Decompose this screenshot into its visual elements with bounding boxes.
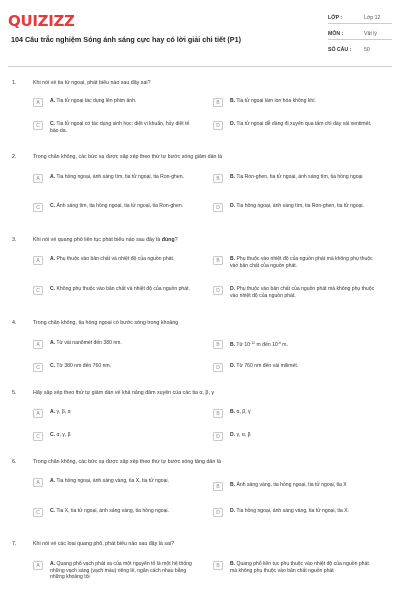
question-number: 2. bbox=[12, 154, 17, 160]
option-text: B. Quang phổ liên tục phụ thuộc vào nhiệt độ của nguồn phát mà không phụ thuộc vào bản chất nguồn phát bbox=[230, 561, 369, 574]
option-text: C. Tia tử ngoại có tác dụng sinh học: diệt vi khuẩn, hủy diệt tế bào da. bbox=[50, 121, 190, 134]
question-text: Trong chân không, các bức xạ được sắp xếp theo thứ tự bước sóng tăng dần là bbox=[33, 459, 221, 465]
option-letter: B bbox=[213, 482, 223, 491]
question-text: Khi nói về quang phổ liên tục phát biểu nào sau đây là đúng? bbox=[33, 237, 178, 243]
option-letter: D bbox=[213, 363, 223, 372]
option-text: C. Từ 380 nm đến 760 nm. bbox=[50, 363, 112, 369]
option-letter: A bbox=[33, 561, 43, 570]
option-letter: A bbox=[33, 478, 43, 487]
question-number: 1. bbox=[12, 80, 17, 86]
meta-divider bbox=[328, 23, 392, 24]
option-text: C. Ánh sáng tím, tia hồng ngoại, tia tử ngoại, tia Ron-ghen. bbox=[50, 203, 184, 209]
option-letter: D bbox=[213, 286, 223, 295]
option-text: A. γ, β, α bbox=[50, 409, 71, 415]
meta-divider bbox=[328, 39, 392, 40]
option-letter: C bbox=[33, 286, 43, 295]
document-title: 104 Câu trắc nghiệm Sóng ánh sáng cực hay có lời giải chi tiết (P1) bbox=[11, 35, 241, 44]
page-header bbox=[0, 0, 400, 66]
meta-count-label: SỐ CÂU : bbox=[328, 47, 352, 53]
question-number: 3. bbox=[12, 237, 17, 243]
question-number: 6. bbox=[12, 459, 17, 465]
option-letter: B bbox=[213, 98, 223, 107]
option-letter: A bbox=[33, 98, 43, 107]
header-divider bbox=[8, 66, 392, 67]
question-text: Trong chân không, tia hồng ngoại có bước sóng trong khoảng bbox=[33, 320, 179, 326]
meta-grade-label: LỚP : bbox=[328, 15, 343, 21]
question-number: 4. bbox=[12, 320, 17, 326]
option-text: C. Tia X, tia tử ngoại, ánh sáng vàng, tia hồng ngoại. bbox=[50, 508, 169, 514]
option-letter: C bbox=[33, 432, 43, 441]
question-number: 7. bbox=[12, 541, 17, 547]
option-letter: C bbox=[33, 508, 43, 517]
option-letter: D bbox=[213, 203, 223, 212]
option-text: A. Tia tử ngoại tác dụng lên phim ảnh. bbox=[50, 98, 137, 104]
option-letter: B bbox=[213, 256, 223, 265]
question-text: Khi nói về tia tử ngoại, phát biểu nào sau đây sai? bbox=[33, 80, 151, 86]
option-text: D. Từ 760 nm đến vài milimét. bbox=[230, 363, 299, 369]
option-letter: B bbox=[213, 340, 223, 349]
meta-subject-label: MÔN : bbox=[328, 31, 344, 37]
option-letter: C bbox=[33, 121, 43, 130]
option-letter: D bbox=[213, 508, 223, 517]
option-text: D. Tia hồng ngoại, ánh sáng vàng, tia tử ngoại, tia X. bbox=[230, 508, 349, 514]
option-letter: C bbox=[33, 363, 43, 372]
option-letter: A bbox=[33, 409, 43, 418]
question-text: Hãy sắp xếp theo thứ tự giảm dần về khả năng đâm xuyên của các tia α, β, γ bbox=[33, 390, 215, 396]
option-text: B. Phụ thuộc vào nhiệt độ của nguồn phát mà không phụ thuộc vào bản chất của nguồn phát. bbox=[230, 256, 373, 269]
option-letter: D bbox=[213, 432, 223, 441]
question-text: Trong chân không, các bức xạ được sắp xếp theo thứ tự bước sóng giảm dần là bbox=[33, 154, 223, 160]
option-letter: B bbox=[213, 561, 223, 570]
option-text: B. α, β, γ bbox=[230, 409, 251, 415]
option-text: C. α, γ, β bbox=[50, 432, 71, 438]
meta-subject-value: Vật lý bbox=[364, 31, 377, 37]
option-text: A. Tia hồng ngoại, ánh sáng vàng, tia X, tia tử ngoại. bbox=[50, 478, 169, 484]
meta-grade-value: Lớp 12 bbox=[364, 15, 381, 21]
option-text: A. Tia hồng ngoại, ánh sáng tím, tia tử ngoại, tia Ron-ghen. bbox=[50, 174, 184, 180]
option-letter: C bbox=[33, 203, 43, 212]
option-text: D. γ, α, β bbox=[230, 432, 251, 438]
option-text: B. Từ $10^{-12}$ m đến $10^{-9}$ m. bbox=[230, 341, 288, 348]
option-text: A. Phụ thuộc vào bản chất và nhiệt độ của nguồn phát. bbox=[50, 256, 175, 262]
option-letter: B bbox=[213, 174, 223, 183]
option-text: A. Quang phổ vạch phát xạ của một nguyên tố là một hệ thống những vạch sáng (vạch màu) riêng lẻ, ngăn cách nhau bằng những khoảng tối bbox=[50, 561, 192, 581]
option-text: A. Từ vài nanômét đến 380 nm. bbox=[50, 340, 122, 346]
option-text: B. Ánh sáng vàng, tia hồng ngoại, tia tử ngoại, tia X bbox=[230, 482, 347, 488]
meta-count-value: 50 bbox=[364, 47, 370, 53]
option-text: D. Tia hồng ngoại, ánh sáng tím, tia Ron-ghen, tia tử ngoại. bbox=[230, 203, 364, 209]
quizizz-logo: QUIZIZZ bbox=[8, 12, 75, 30]
option-text: B. Tia tử ngoại làm ion hóa không khí. bbox=[230, 98, 317, 104]
option-text: B. Tia Ron-ghen, tia tử ngoại, ánh sáng tím, tia hồng ngoại bbox=[230, 174, 363, 180]
question-text: Khi nói về các loại quang phổ, phát biểu nào sau đây là sai? bbox=[33, 541, 175, 547]
option-text: C. Không phụ thuộc vào bản chất và nhiệt độ của nguồn phát. bbox=[50, 286, 190, 292]
question-number: 5. bbox=[12, 390, 17, 396]
option-letter: A bbox=[33, 174, 43, 183]
option-letter: D bbox=[213, 121, 223, 130]
option-text: D. Tia tử ngoại dễ dàng đi xuyên qua tấm chì dày vài xentimét. bbox=[230, 121, 372, 127]
option-letter: A bbox=[33, 340, 43, 349]
option-letter: B bbox=[213, 409, 223, 418]
option-letter: A bbox=[33, 256, 43, 265]
option-text: D. Phụ thuộc vào bản chất của nguồn phát mà không phụ thuộc vào nhiệt độ của nguồn phát. bbox=[230, 286, 375, 299]
